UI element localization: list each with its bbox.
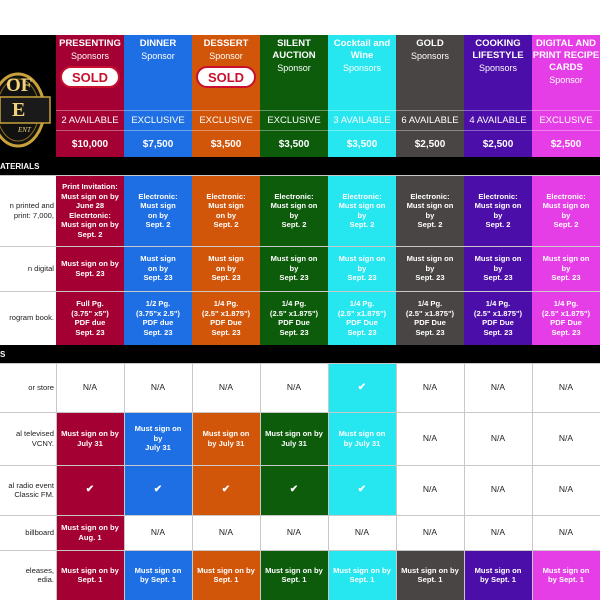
availability-1: EXCLUSIVE bbox=[124, 110, 192, 130]
benefit-cell: Must sign on by July 31 bbox=[192, 412, 260, 465]
price-2: $3,500 bbox=[192, 130, 260, 157]
row-divider bbox=[0, 175, 600, 176]
benefit-cell: Must sign on by July 31 bbox=[56, 412, 124, 465]
row-label: rogram book. bbox=[9, 313, 54, 323]
benefit-cell: Must sign on by July 31 bbox=[124, 412, 192, 465]
row-divider bbox=[0, 246, 600, 247]
sponsor-header-3 bbox=[260, 35, 328, 110]
benefit-cell: Electronic: Must sign on by Sept. 2 bbox=[124, 175, 192, 246]
column-divider bbox=[192, 363, 193, 600]
benefit-cell: Must sign on by Sept. 1 bbox=[260, 550, 328, 600]
sponsor-subtitle: Sponsor bbox=[549, 75, 583, 85]
availability-0: 2 AVAILABLE bbox=[56, 110, 124, 130]
na-cell: N/A bbox=[192, 515, 260, 550]
sponsor-name: SILENT AUCTION bbox=[272, 38, 316, 61]
price-5: $2,500 bbox=[396, 130, 464, 157]
logo-text-small: ENT bbox=[18, 126, 31, 134]
benefit-cell: Must sign on by Sept. 1 bbox=[328, 550, 396, 600]
section-header-materials-label: ATERIALS bbox=[0, 161, 40, 171]
sponsor-name: DESSERT bbox=[203, 38, 249, 49]
price-4: $3,500 bbox=[328, 130, 396, 157]
row-divider bbox=[0, 291, 600, 292]
checkmark-icon: ✔ bbox=[328, 363, 396, 412]
event-logo bbox=[0, 35, 56, 157]
sponsor-header-1 bbox=[124, 35, 192, 110]
benefit-cell: Electronic: Must sign on by Sept. 2 bbox=[532, 175, 600, 246]
row-divider bbox=[0, 515, 600, 516]
availability-2: EXCLUSIVE bbox=[192, 110, 260, 130]
benefit-cell: Must sign on by Sept. 23 bbox=[328, 246, 396, 291]
availability-4: 3 AVAILABLE bbox=[328, 110, 396, 130]
row-label: billboard bbox=[25, 527, 54, 537]
column-divider bbox=[464, 363, 465, 600]
row-divider bbox=[0, 363, 600, 364]
benefit-cell: Must sign on by Sept. 23 bbox=[396, 246, 464, 291]
price-1: $7,500 bbox=[124, 130, 192, 157]
sponsor-subtitle: Sponsor bbox=[277, 63, 311, 73]
row-label: al televised VCNY. bbox=[16, 429, 54, 448]
benefit-cell: 1/4 Pg. (2.5" x1.875") PDF Due Sept. 23 bbox=[396, 291, 464, 345]
benefit-cell: 1/4 Pg. (2.5" x1.875") PDF Due Sept. 23 bbox=[260, 291, 328, 345]
benefit-cell: 1/4 Pg. (2.5" x1.875") PDF Due Sept. 23 bbox=[532, 291, 600, 345]
sponsor-header-5 bbox=[396, 35, 464, 110]
benefit-cell: Must sign on by Sept. 1 bbox=[396, 550, 464, 600]
benefit-cell: Must sign on by Sept. 1 bbox=[532, 550, 600, 600]
checkmark-icon: ✔ bbox=[328, 465, 396, 515]
row-divider bbox=[0, 550, 600, 551]
na-cell: N/A bbox=[260, 363, 328, 412]
na-cell: N/A bbox=[260, 515, 328, 550]
benefit-cell: Must sign on by Aug. 1 bbox=[56, 515, 124, 550]
price-6: $2,500 bbox=[464, 130, 532, 157]
checkmark-icon: ✔ bbox=[124, 465, 192, 515]
benefit-cell: Must sign on by July 31 bbox=[260, 412, 328, 465]
sponsor-name: PRESENTING bbox=[59, 38, 121, 49]
column-divider bbox=[56, 363, 57, 600]
na-cell: N/A bbox=[56, 363, 124, 412]
price-3: $3,500 bbox=[260, 130, 328, 157]
benefit-cell: Must sign on by Sept. 23 bbox=[124, 246, 192, 291]
column-divider bbox=[124, 363, 125, 600]
row-label: eleases, edia. bbox=[25, 565, 54, 584]
row-divider bbox=[0, 412, 600, 413]
benefit-cell: Must sign on by Sept. 23 bbox=[56, 246, 124, 291]
row-label: n digital bbox=[27, 263, 54, 273]
na-cell: N/A bbox=[192, 363, 260, 412]
na-cell: N/A bbox=[532, 412, 600, 465]
benefit-cell: 1/2 Pg. (3.75"x 2.5") PDF due Sept. 23 bbox=[124, 291, 192, 345]
na-cell: N/A bbox=[532, 363, 600, 412]
column-divider bbox=[396, 363, 397, 600]
sold-badge: SOLD bbox=[196, 66, 256, 88]
benefit-cell: Must sign on by Sept. 1 bbox=[56, 550, 124, 600]
na-cell: N/A bbox=[532, 465, 600, 515]
benefit-cell: Electronic: Must sign on by Sept. 2 bbox=[260, 175, 328, 246]
sponsor-subtitle: Sponsors bbox=[342, 63, 382, 73]
price-0: $10,000 bbox=[56, 130, 124, 157]
availability-3: EXCLUSIVE bbox=[260, 110, 328, 130]
checkmark-icon: ✔ bbox=[260, 465, 328, 515]
na-cell: N/A bbox=[532, 515, 600, 550]
sponsor-header-2 bbox=[192, 35, 260, 110]
na-cell: N/A bbox=[396, 412, 464, 465]
sponsor-subtitle: Sponsors bbox=[410, 51, 450, 61]
benefit-cell: Electronic: Must sign on by Sept. 2 bbox=[328, 175, 396, 246]
sponsor-name: COOKING LIFESTYLE bbox=[472, 38, 524, 61]
sponsor-name: DIGITAL AND PRINT RECIPE CARDS bbox=[532, 38, 600, 73]
section-header-second-label: S bbox=[0, 349, 6, 359]
row-divider bbox=[0, 465, 600, 466]
sponsor-name: DINNER bbox=[139, 38, 177, 49]
na-cell: N/A bbox=[396, 363, 464, 412]
benefit-cell: Must sign on by July 31 bbox=[328, 412, 396, 465]
benefit-cell: Must sign on by Sept. 1 bbox=[192, 550, 260, 600]
row-label: or store bbox=[28, 382, 54, 392]
column-divider bbox=[328, 363, 329, 600]
benefit-cell: Electronic: Must sign on by Sept. 2 bbox=[396, 175, 464, 246]
row-label: n printed and print: 7,000, bbox=[9, 201, 54, 220]
section-header-materials bbox=[0, 157, 600, 175]
availability-7: EXCLUSIVE bbox=[532, 110, 600, 130]
benefit-cell: 1/4 Pg. (2.5" x1.875") PDF Due Sept. 23 bbox=[328, 291, 396, 345]
sponsor-header-7 bbox=[532, 35, 600, 110]
row-label: al radio event Classic FM. bbox=[8, 480, 54, 499]
benefit-cell: Electronic: Must sign on by Sept. 2 bbox=[464, 175, 532, 246]
na-cell: N/A bbox=[328, 515, 396, 550]
sponsor-subtitle: Sponsor bbox=[209, 51, 243, 61]
benefit-cell: Full Pg. (3.75" x5") PDF due Sept. 23 bbox=[56, 291, 124, 345]
na-cell: N/A bbox=[124, 515, 192, 550]
na-cell: N/A bbox=[396, 515, 464, 550]
sponsor-header-0 bbox=[56, 35, 124, 110]
benefit-cell: Electronic: Must sign on by Sept. 2 bbox=[192, 175, 260, 246]
benefit-cell: Must sign on by Sept. 23 bbox=[192, 246, 260, 291]
benefit-cell: Print Invitation: Must sign on by June 28 Electrtonic: Must sign on by Sept. 2 bbox=[56, 175, 124, 246]
price-7: $2,500 bbox=[532, 130, 600, 157]
na-cell: N/A bbox=[464, 465, 532, 515]
benefit-cell: Must sign on by Sept. 23 bbox=[260, 246, 328, 291]
benefit-cell: Must sign on by Sept. 23 bbox=[532, 246, 600, 291]
column-divider bbox=[532, 363, 533, 600]
sold-badge: SOLD bbox=[60, 66, 120, 88]
column-divider bbox=[260, 363, 261, 600]
logo-text-top: OF bbox=[6, 75, 33, 96]
sponsor-subtitle: Sponsors bbox=[478, 63, 518, 73]
na-cell: N/A bbox=[464, 363, 532, 412]
na-cell: N/A bbox=[464, 412, 532, 465]
sponsor-header-6 bbox=[464, 35, 532, 110]
sponsor-name: Cocktail and Wine bbox=[333, 38, 391, 61]
benefit-cell: 1/4 Pg. (2.5" x1.875") PDF Due Sept. 23 bbox=[192, 291, 260, 345]
sponsor-subtitle: Sponsors bbox=[70, 51, 110, 61]
benefit-cell: Must sign on by Sept. 1 bbox=[464, 550, 532, 600]
benefit-cell: Must sign on by Sept. 1 bbox=[124, 550, 192, 600]
checkmark-icon: ✔ bbox=[192, 465, 260, 515]
sponsor-subtitle: Sponsor bbox=[141, 51, 175, 61]
benefit-cell: Must sign on by Sept. 23 bbox=[464, 246, 532, 291]
sponsor-header-4 bbox=[328, 35, 396, 110]
logo-text-mid: E bbox=[12, 99, 26, 121]
na-cell: N/A bbox=[464, 515, 532, 550]
na-cell: N/A bbox=[396, 465, 464, 515]
sponsor-name: GOLD bbox=[416, 38, 444, 49]
benefit-cell: 1/4 Pg. (2.5" x1.875") PDF Due Sept. 23 bbox=[464, 291, 532, 345]
section-header-second bbox=[0, 345, 600, 363]
checkmark-icon: ✔ bbox=[56, 465, 124, 515]
availability-6: 4 AVAILABLE bbox=[464, 110, 532, 130]
na-cell: N/A bbox=[124, 363, 192, 412]
availability-5: 6 AVAILABLE bbox=[396, 110, 464, 130]
